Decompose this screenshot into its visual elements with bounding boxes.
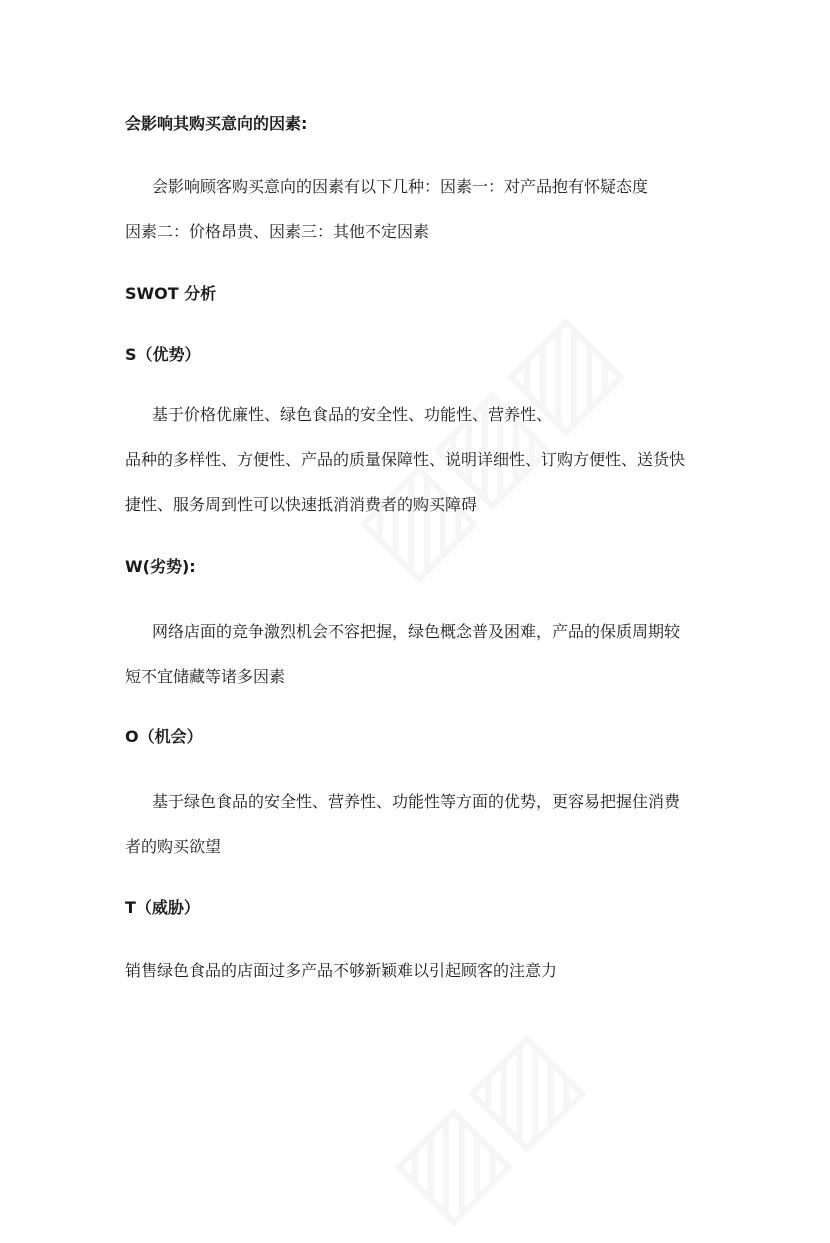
section-heading-threats: T（威胁）: [125, 898, 200, 917]
paragraph-threats: [125, 948, 725, 993]
text-line: 者的购买欲望: [125, 837, 222, 856]
paragraph-weaknesses: [125, 609, 725, 699]
text-line: 短不宜储藏等诸多因素: [125, 667, 286, 686]
section-heading-weaknesses: W(劣势):: [125, 557, 196, 576]
text-line: 会影响顾客购买意向的因素有以下几种：因素一：对产品抱有怀疑态度: [152, 177, 649, 196]
section-heading-swot: SWOT 分析: [125, 284, 217, 303]
section-heading-strengths: S（优势）: [125, 345, 201, 364]
text-line: 基于绿色食品的安全性、营养性、功能性等方面的优势，更容易把握住消费: [152, 792, 681, 811]
paragraph-factors: [125, 164, 725, 254]
text-line: 因素二：价格昂贵、因素三：其他不定因素: [125, 222, 430, 241]
section-heading-factors: 会影响其购买意向的因素:: [125, 114, 308, 133]
text-line: 网络店面的竞争激烈机会不容把握，绿色概念普及困难，产品的保质周期较: [152, 622, 681, 641]
section-heading-opportunities: O（机会）: [125, 727, 203, 746]
text-line: 捷性、服务周到性可以快速抵消消费者的购买障碍: [125, 495, 478, 514]
paragraph-strengths: [125, 392, 725, 527]
text-line: 基于价格优廉性、绿色食品的安全性、功能性、营养性、: [152, 405, 553, 424]
text-line: 销售绿色食品的店面过多产品不够新颖难以引起顾客的注意力: [125, 961, 558, 980]
watermark: [365, 1005, 602, 1242]
paragraph-opportunities: [125, 779, 725, 869]
text-line: 品种的多样性、方便性、产品的质量保障性、说明详细性、订购方便性、送货快: [125, 450, 686, 469]
